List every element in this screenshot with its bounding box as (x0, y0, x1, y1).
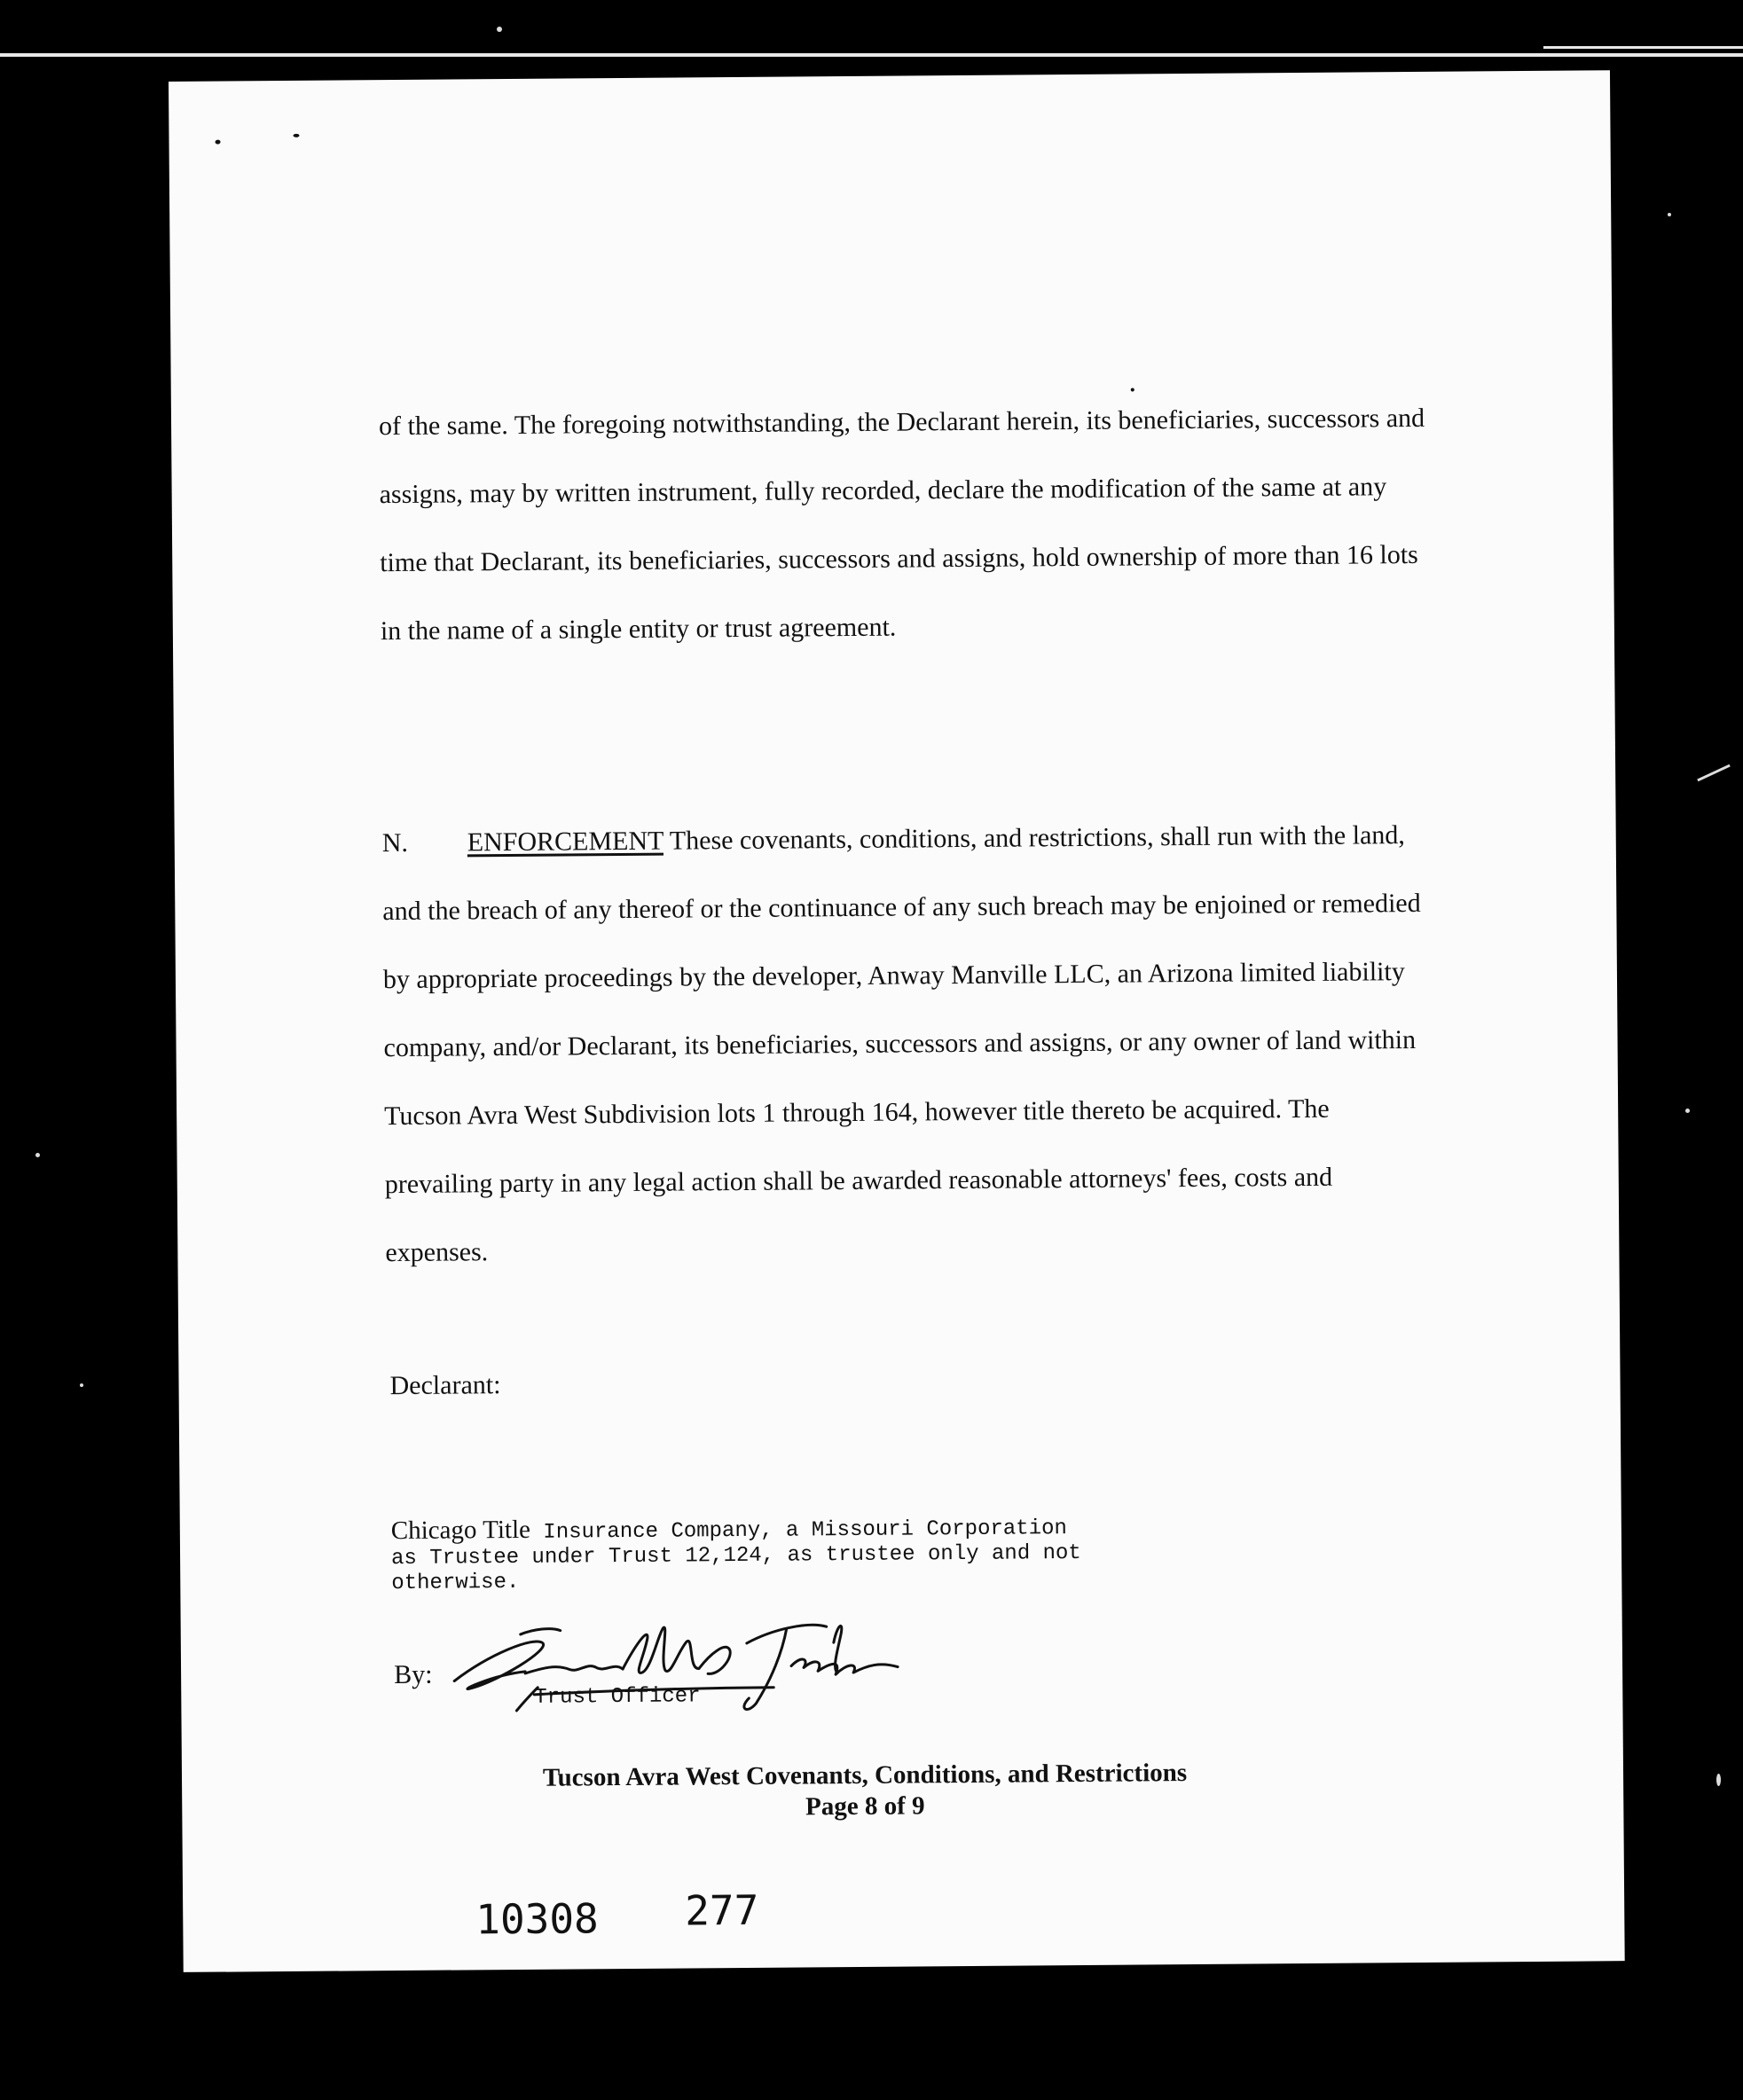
trustee-line-3: otherwise. (391, 1570, 520, 1596)
trustee-name-rest: Insurance Company, a Missouri Corporation (543, 1516, 1067, 1545)
scan-speck (1716, 1774, 1721, 1786)
scan-speck (35, 1153, 40, 1157)
scan-edge-line (1543, 46, 1743, 49)
signer-title: Trust Officer (534, 1684, 701, 1710)
scan-speck (80, 1383, 83, 1387)
scan-speck (1697, 764, 1731, 782)
scan-speck (1685, 1109, 1690, 1113)
by-label: By: (393, 1659, 433, 1690)
scan-edge-line (0, 53, 1743, 57)
scan-dot (216, 140, 221, 145)
document-page (169, 70, 1625, 1972)
section-text: These covenants, conditions, and restrictions, shall run with the land, and the breach of any thereof or the continuance of any such breach may be enjoined or remedied by appropriate proceedings by the developer, Anway Manville LLC, an Arizona limited liability company, and/or Declarant, its beneficiaries, successors and assigns, or any owner of land within Tucson Avra West Subdivision lots 1 through 164, however title thereto be acquired. The prevailing party in any legal action shall be awarded reasonable attorneys' fees, costs and expenses. (382, 820, 1421, 1268)
trustee-block (391, 1512, 1190, 1596)
footer-page-number: Page 8 of 9 (805, 1791, 925, 1822)
scan-speck (497, 27, 502, 32)
section-title: ENFORCEMENT (467, 826, 664, 858)
recording-page-number: 277 (685, 1885, 759, 1935)
section-enforcement (381, 801, 1432, 1287)
section-letter: N. (381, 827, 409, 858)
trustee-line-2: as Trustee under Trust 12,124, as trustee only and not (390, 1540, 1081, 1571)
footer-title: Tucson Avra West Covenants, Conditions, and Restrictions (542, 1759, 1188, 1792)
declarant-label: Declarant: (389, 1370, 501, 1401)
trustee-name-start: Chicago Title (390, 1515, 531, 1546)
scan-speck (1668, 213, 1671, 216)
scan-dot (293, 134, 299, 137)
paragraph-continuation: of the same. The foregoing notwithstanding, the Declarant herein, its beneficiaries, successors and assigns, may by written instrument, fully recorded, declare the modification of the same at any time that Declarant, its beneficiaries, successors and assigns, hold ownership of more than 16 lots in the name of a single entity or trust agreement. (378, 403, 1425, 646)
recording-book-number: 10308 (475, 1894, 599, 1944)
